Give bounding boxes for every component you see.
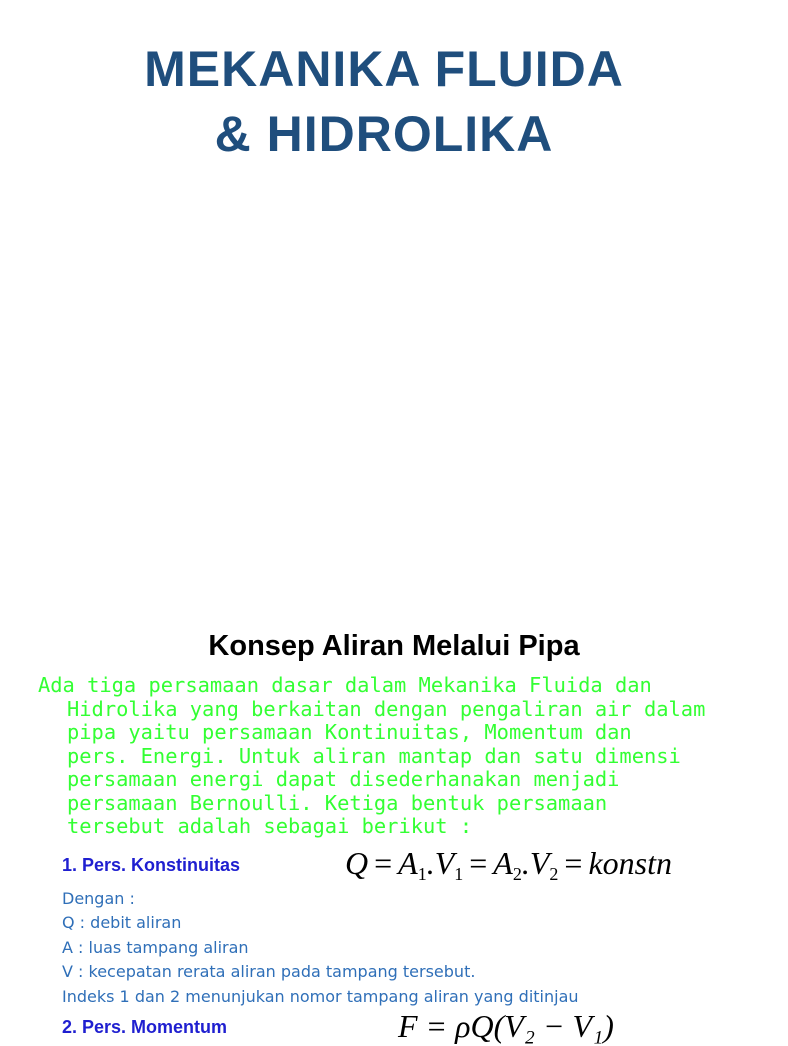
continuity-equation	[345, 843, 672, 883]
definition-line: A : luas tampang aliran	[62, 937, 249, 957]
eq-a: A	[493, 845, 513, 881]
eq-dot: .	[521, 845, 530, 881]
definition-line: Indeks 1 dan 2 menunjukan nomor tampang aliran yang ditinjau	[62, 986, 579, 1006]
title-line-2: & HIDROLIKA	[214, 106, 554, 162]
intro-line: Ada tiga persamaan dasar dalam Mekanika Fluida dan	[38, 673, 652, 697]
eq-v: V	[434, 845, 455, 881]
eq-konstn: konstn	[588, 845, 672, 881]
definition-line: Q : debit aliran	[62, 913, 182, 933]
definition-line: V : kecepatan rerata aliran pada tampang tersebut.	[62, 962, 476, 982]
definition-line: Dengan :	[62, 889, 135, 908]
eq-a: A	[398, 845, 418, 881]
eq-sub: 2	[512, 864, 522, 884]
eq-equals: =	[469, 845, 488, 881]
eq-q: Q	[345, 845, 369, 881]
eq-equals: =	[374, 845, 393, 881]
eq-sub: 1	[454, 864, 464, 884]
section-heading: Konsep Aliran Melalui Pipa	[208, 630, 580, 662]
momentum-label: 2. Pers. Momentum	[62, 1017, 228, 1037]
intro-line: pers. Energi. Untuk aliran mantap dan satu dimensi	[67, 743, 681, 768]
eq-sub: 2	[549, 864, 559, 884]
momentum-equation: F = ρQ(V₂ − V₁)	[398, 1008, 614, 1044]
continuity-label: 1. Pers. Konstinuitas	[62, 855, 241, 875]
intro-line: persamaan energi dapat disederhanakan menjadi	[67, 767, 620, 791]
eq-dot: .	[426, 845, 435, 881]
intro-line: pipa yaitu persamaan Kontinuitas, Momentum dan	[67, 720, 632, 744]
intro-line: tersebut adalah sebagai berikut :	[67, 814, 473, 838]
intro-paragraph	[38, 674, 758, 839]
intro-line: Hidrolika yang berkaitan dengan pengaliran air dalam	[67, 696, 706, 721]
intro-line: persamaan Bernoulli. Ketiga bentuk persamaan	[67, 790, 608, 815]
eq-v: V	[529, 845, 550, 881]
definitions-list	[62, 887, 579, 1009]
eq-sub: 1	[417, 864, 427, 884]
eq-equals: =	[564, 845, 583, 881]
title-line-1: MEKANIKA FLUIDA	[144, 41, 624, 97]
